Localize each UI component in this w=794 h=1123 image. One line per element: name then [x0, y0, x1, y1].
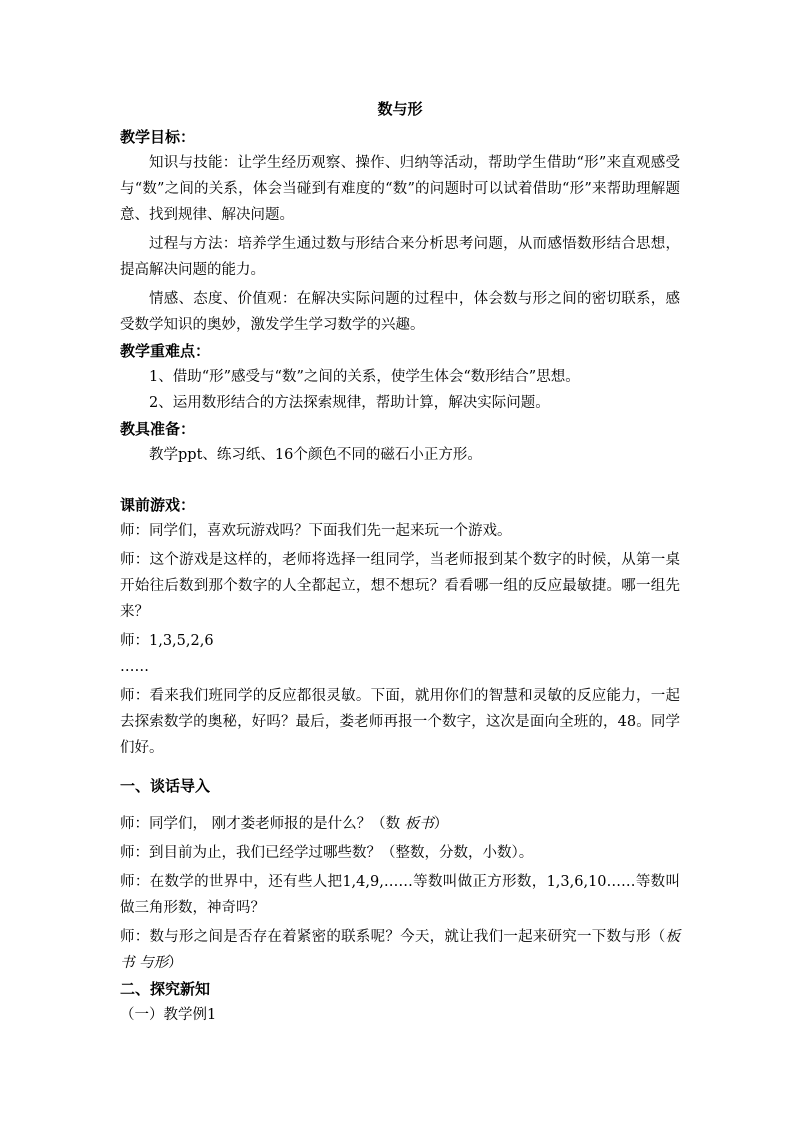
section-1-line-4-end: ） [168, 955, 183, 971]
section-1-line-2: 师：到目前为止，我们已经学过哪些数？（整数，分数，小数）。 [120, 845, 534, 861]
section-1-line-4 [120, 924, 680, 976]
materials-heading: 教具准备： [120, 420, 196, 438]
section-1-heading: 一、谈话导入 [120, 777, 211, 795]
objectives-heading: 教学目标： [120, 128, 196, 146]
materials-text: 教学ppt、练习纸、16个颜色不同的磁石小正方形。 [149, 447, 482, 463]
pre-game-line-2: 师：这个游戏是这样的，老师将选择一组同学，当老师报到某个数字的时候，从第一桌开始往后数到那个数字的人全都起立，想不想玩？看看哪一组的反应最敏捷。哪一组先来？ [120, 552, 680, 620]
key-point-1: 1、借助“形”感受与“数”之间的关系，使学生体会“数形结合”思想。 [149, 369, 580, 385]
document-page [120, 96, 680, 1028]
pre-game-line-4: 师：看来我们班同学的反应都很灵敏。下面，就用你们的智慧和灵敏的反应能力，一起去探索数学的奥秘，好吗？最后，娄老师再报一个数字，这次是面向全班的，48。同学们好。 [120, 688, 680, 756]
section-1-line-1 [120, 811, 680, 837]
objective-emotion: 情感、态度、价值观：在解决实际问题的过程中，体会数与形之间的密切联系，感受数学知识的奥妙，激发学生学习数学的兴趣。 [120, 291, 680, 333]
board-note-2: 板书 与形 [120, 929, 680, 971]
document-title: 数与形 [377, 100, 423, 118]
section-1-line-1-end: ） [433, 816, 449, 832]
pre-game-line-1: 师：同学们，喜欢玩游戏吗？下面我们先一起来玩一个游戏。 [120, 523, 512, 539]
section-1-line-1-text: 师：同学们， 刚才娄老师报的是什么？（数 [120, 816, 405, 832]
key-point-2: 2、运用数形结合的方法探索规律，帮助计算，解决实际问题。 [149, 395, 550, 411]
board-note: 板书 [404, 816, 434, 832]
objective-knowledge: 知识与技能：让学生经历观察、操作、归纳等活动，帮助学生借助“形”来直观感受与“数”之间的关系，体会当碰到有难度的“数”的问题时可以试着借助“形”来帮助理解题意、找到规律、解决问题。 [120, 155, 680, 223]
section-1-line-4-text: 师：数与形之间是否存在着紧密的联系呢？今天，就让我们一起来研究一下数与形（ [120, 929, 666, 945]
objective-process: 过程与方法：培养学生通过数与形结合来分析思考问题，从而感悟数形结合思想，提高解决问题的能力。 [120, 236, 680, 278]
pre-game-line-3: 师：1,3,5,2,6 [120, 633, 214, 649]
section-2-sub-1: （一）教学例1 [120, 1007, 217, 1023]
pre-game-ellipsis: …… [120, 659, 149, 675]
section-2-heading: 二、探究新知 [120, 980, 211, 998]
section-1-line-3: 师：在数学的世界中，还有些人把1,4,9,……等数叫做正方形数，1,3,6,10……等数叫做三角形数，神奇吗？ [120, 874, 680, 916]
pre-game-heading: 课前游戏： [120, 496, 196, 514]
key-points-heading: 教学重难点： [120, 342, 211, 360]
